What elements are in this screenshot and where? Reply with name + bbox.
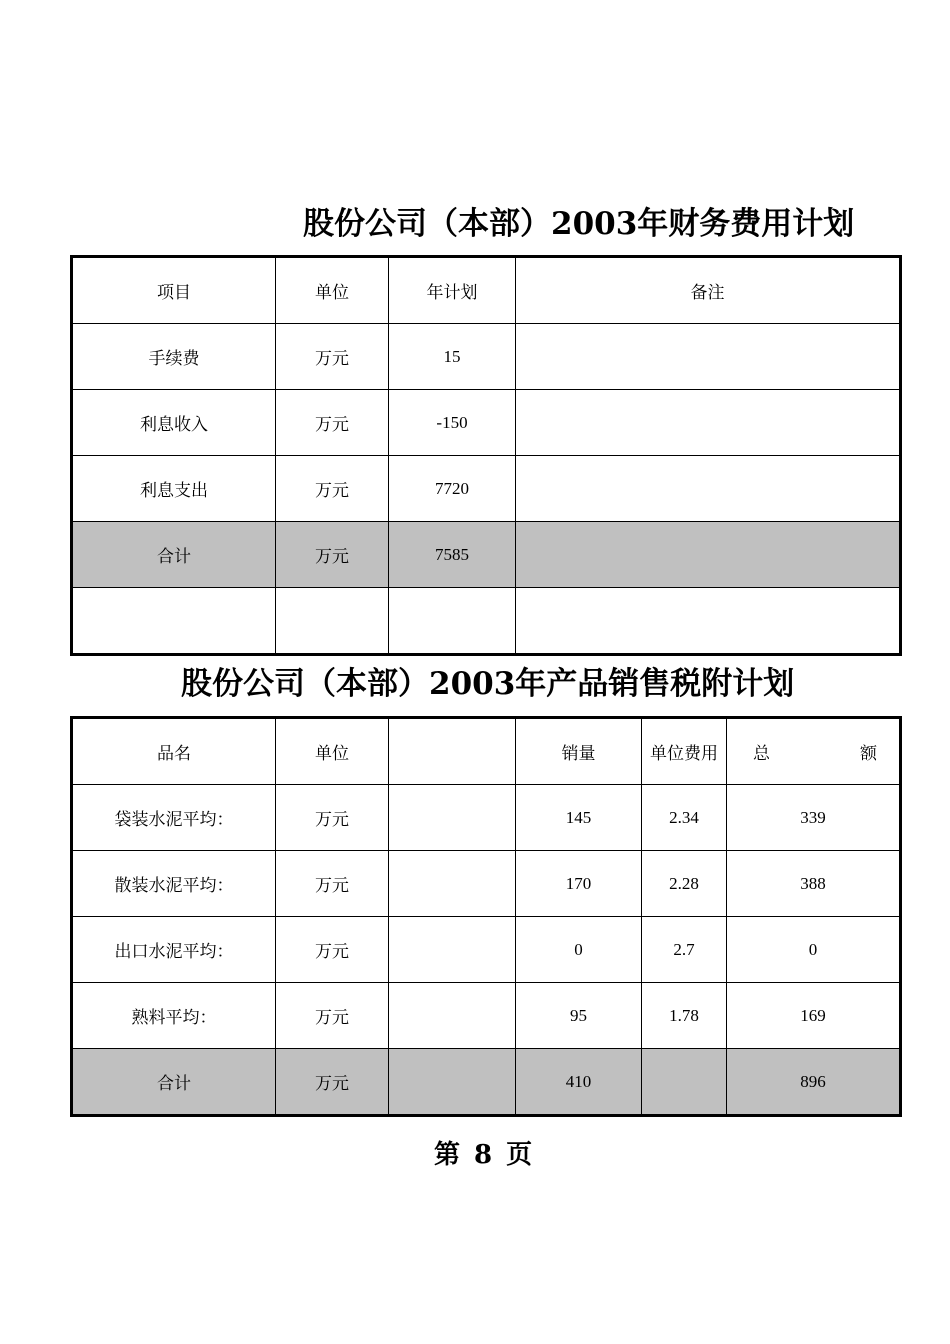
cell-plan: 7585	[389, 522, 516, 588]
table-header-row	[72, 718, 901, 785]
table-total-row	[72, 522, 901, 588]
sales-tax-table	[70, 716, 902, 1117]
cell-unit-cost	[642, 1049, 727, 1116]
table-row	[72, 785, 901, 851]
table-header-row	[72, 257, 901, 324]
page-number-value: 8	[474, 1140, 493, 1170]
header-product-name: 品名	[72, 718, 276, 785]
page-number-suffix: 页	[506, 1140, 533, 1170]
page-number-prefix: 第	[434, 1140, 461, 1170]
page-title-financial-expense: 股份公司（本部）2003年财务费用计划	[303, 206, 855, 242]
cell-volume: 410	[516, 1049, 642, 1116]
cell-amount: 0	[727, 917, 901, 983]
table-row	[72, 851, 901, 917]
cell-unit: 万元	[276, 390, 389, 456]
cell-unit-cost: 1.78	[642, 983, 727, 1049]
cell-empty	[516, 588, 901, 655]
cell-note	[516, 456, 901, 522]
table-row	[72, 390, 901, 456]
table-row	[72, 983, 901, 1049]
header-unit: 单位	[276, 718, 389, 785]
cell-unit: 万元	[276, 851, 389, 917]
table-row	[72, 917, 901, 983]
header-total-amount	[727, 718, 901, 785]
cell-volume: 170	[516, 851, 642, 917]
cell-plan: 7720	[389, 456, 516, 522]
cell-amount: 169	[727, 983, 901, 1049]
cell-product-name: 出口水泥平均：	[72, 917, 276, 983]
cell-unit: 万元	[276, 785, 389, 851]
cell-item: 利息收入	[72, 390, 276, 456]
cell-product-name: 袋装水泥平均：	[72, 785, 276, 851]
cell-blank	[389, 917, 516, 983]
cell-unit-cost: 2.28	[642, 851, 727, 917]
cell-unit: 万元	[276, 983, 389, 1049]
cell-volume: 145	[516, 785, 642, 851]
page-number	[0, 1134, 950, 1171]
cell-amount: 896	[727, 1049, 901, 1116]
cell-unit-cost: 2.7	[642, 917, 727, 983]
cell-product-name: 熟料平均：	[72, 983, 276, 1049]
table-total-row	[72, 1049, 901, 1116]
cell-amount: 388	[727, 851, 901, 917]
cell-plan: -150	[389, 390, 516, 456]
header-unit-cost: 单位费用	[642, 718, 727, 785]
cell-unit-cost: 2.34	[642, 785, 727, 851]
cell-item: 合计	[72, 522, 276, 588]
header-remarks: 备注	[516, 257, 901, 324]
cell-volume: 0	[516, 917, 642, 983]
cell-blank	[389, 851, 516, 917]
cell-item: 手续费	[72, 324, 276, 390]
header-total-left: 总	[753, 744, 770, 764]
cell-amount: 339	[727, 785, 901, 851]
cell-blank	[389, 1049, 516, 1116]
cell-unit: 万元	[276, 456, 389, 522]
financial-expense-table	[70, 255, 902, 656]
cell-unit: 万元	[276, 522, 389, 588]
cell-blank	[389, 983, 516, 1049]
cell-blank	[389, 785, 516, 851]
cell-note	[516, 390, 901, 456]
header-sales-volume: 销量	[516, 718, 642, 785]
cell-note	[516, 522, 901, 588]
header-total-right: 额	[860, 744, 877, 764]
page-title-sales-tax: 股份公司（本部）2003年产品销售税附计划	[181, 666, 795, 702]
table-row	[72, 456, 901, 522]
cell-volume: 95	[516, 983, 642, 1049]
cell-product-name: 散装水泥平均：	[72, 851, 276, 917]
cell-note	[516, 324, 901, 390]
cell-empty	[72, 588, 276, 655]
cell-item: 利息支出	[72, 456, 276, 522]
cell-plan: 15	[389, 324, 516, 390]
header-annual-plan: 年计划	[389, 257, 516, 324]
cell-product-name: 合计	[72, 1049, 276, 1116]
table-empty-row	[72, 588, 901, 655]
cell-unit: 万元	[276, 324, 389, 390]
header-unit: 单位	[276, 257, 389, 324]
header-item: 项目	[72, 257, 276, 324]
table-row	[72, 324, 901, 390]
cell-empty	[276, 588, 389, 655]
cell-empty	[389, 588, 516, 655]
cell-unit: 万元	[276, 1049, 389, 1116]
header-blank	[389, 718, 516, 785]
cell-unit: 万元	[276, 917, 389, 983]
